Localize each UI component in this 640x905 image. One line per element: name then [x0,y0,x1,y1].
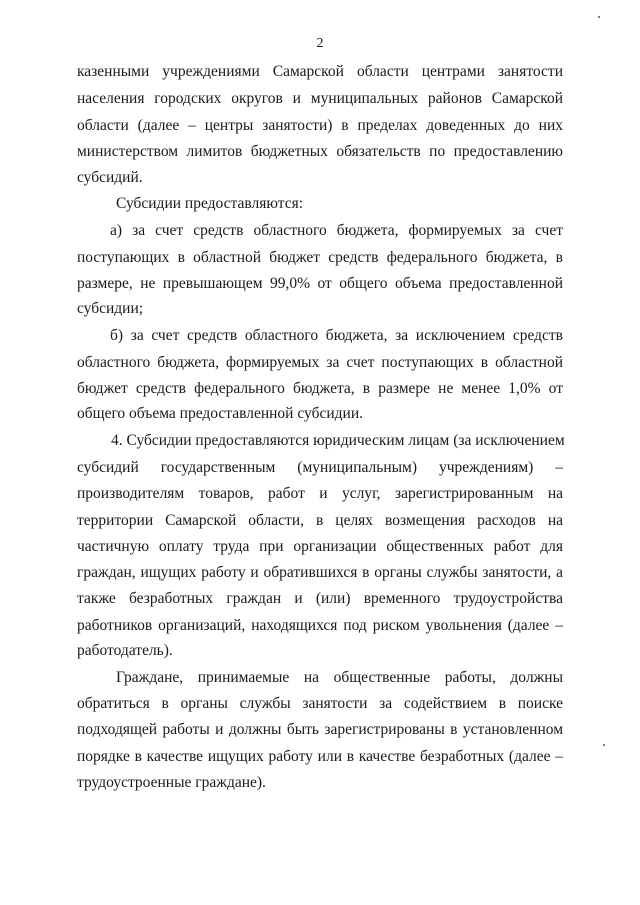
page-number: 2 [316,36,324,51]
text-line: Субсидии предоставляются: [116,195,304,212]
text-line: производителям товаров, работ и услуг, зарегистрированным на [77,485,563,502]
text-line: граждан, ищущих работу и обратившихся в органы службы занятости, а [77,564,563,581]
text-line: 4. Субсидии предоставляются юридическим лицам (за исключением [111,432,565,449]
text-line: населения городских округов и муниципальных районов Самарской [77,90,563,107]
text-line: субсидий государственным (муниципальным) учреждениям) – [77,459,563,476]
text-line: порядке в качестве ищущих работу или в качестве безработных (далее – [77,748,563,765]
text-line: работников организаций, находящихся под риском увольнения (далее – [77,617,563,634]
text-line: а) за счет средств областного бюджета, формируемых за счет [110,222,563,239]
text-line: субсидии; [77,300,144,317]
text-line: трудоустроенные граждане). [77,774,266,791]
text-line: обратиться в органы службы занятости за содействием в поиске [77,695,563,712]
scan-speck [603,744,605,746]
text-line: областного бюджета, формируемых за счет поступающих в областной [77,354,563,371]
text-line: частичную оплату труда при организации общественных работ для [77,538,563,555]
text-line: области (далее – центры занятости) в пределах доведенных до них [77,117,563,134]
text-line: общего объема предоставленной субсидии. [77,405,363,422]
text-line: казенными учреждениями Самарской области центрами занятости [77,63,563,80]
text-line: министерством лимитов бюджетных обязательств по предоставлению [77,143,563,160]
text-line: территории Самарской области, в целях возмещения расходов на [77,512,563,529]
text-line: работодатель). [77,642,173,659]
text-line: поступающих в областной бюджет средств федерального бюджета, в [77,249,563,266]
scan-speck [598,16,600,18]
text-line: бюджет средств федерального бюджета, в размере не менее 1,0% от [77,380,563,397]
text-line: б) за счет средств областного бюджета, за исключением средств [110,327,563,344]
text-line: размере, не превышающем 99,0% от общего объема предоставленной [77,275,563,292]
text-line: субсидий. [77,169,143,186]
text-line: также безработных граждан и (или) временного трудоустройства [77,590,563,607]
text-line: Граждане, принимаемые на общественные работы, должны [116,669,563,686]
text-line: подходящей работы и должны быть зарегистрированы в установленном [77,721,563,738]
